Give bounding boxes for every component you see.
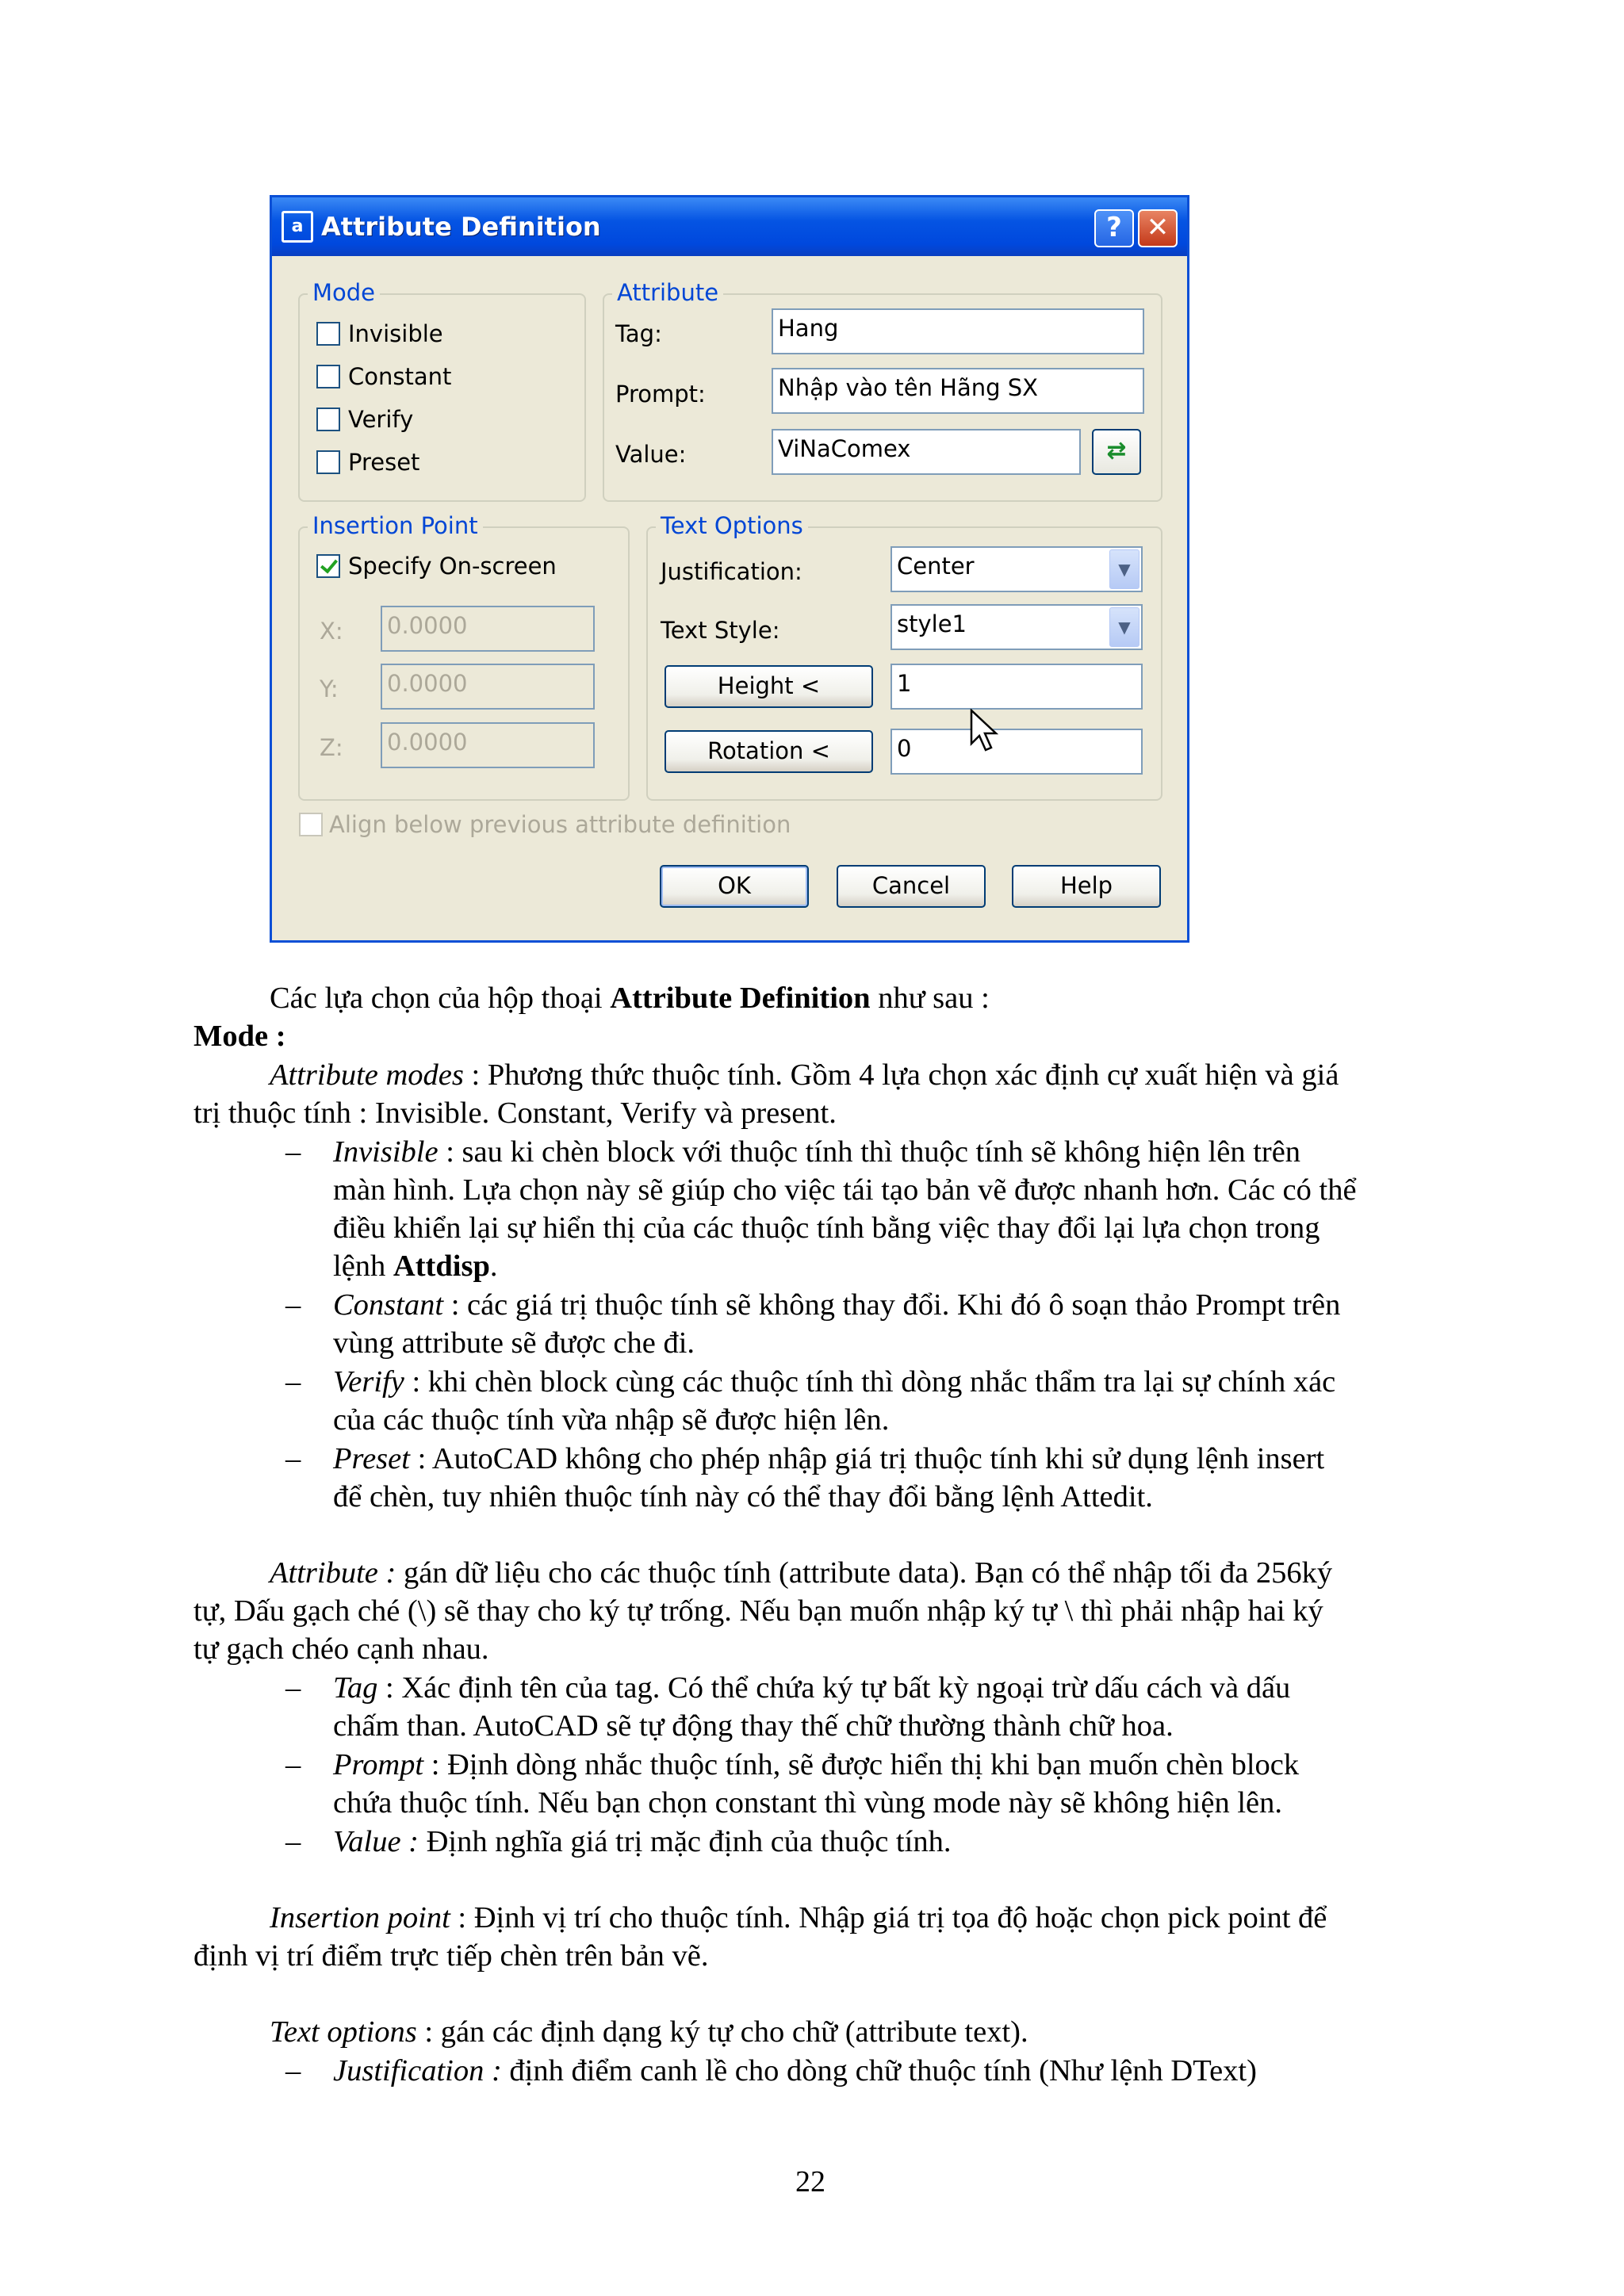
cancel-button[interactable]: Cancel [837,865,986,908]
preset-checkbox[interactable] [316,450,340,474]
constant-line-1: Constant : các giá trị thuộc tính sẽ không thay đổi. Khi đó ô soạn thảo Prompt trên [333,1288,1341,1322]
modes-line-2: trị thuộc tính : Invisible. Constant, Verify và present. [193,1096,837,1130]
preset-line-2: để chèn, tuy nhiên thuộc tính này có thể thay đổi bằng lệnh Attedit. [333,1480,1153,1513]
insert-field-icon[interactable]: ⇄ [1092,429,1141,475]
verify-checkbox[interactable] [316,408,340,431]
text-style-select[interactable] [891,604,1143,650]
prompt-line-2: chứa thuộc tính. Nếu bạn chọn constant thì vùng mode này sẽ không hiện lên. [333,1786,1282,1820]
mode-heading: Mode : [193,1020,286,1053]
tag-input[interactable]: Hang [772,308,1144,354]
value-input[interactable]: ViNaComex [772,429,1081,475]
tag-line-2: chấm than. AutoCAD sẽ tự động thay thế chữ thường thành chữ hoa. [333,1709,1174,1743]
x-input[interactable]: 0.0000 [381,606,595,652]
rotation-input[interactable]: 0 [891,729,1143,775]
specify-onscreen-checkbox[interactable] [316,554,340,578]
bullet-invisible: – [285,1135,301,1169]
intro-line: Các lựa chọn của hộp thoại Attribute Definition như sau : [270,982,990,1015]
z-input[interactable]: 0.0000 [381,722,595,768]
align-below-checkbox[interactable] [299,813,323,836]
invisible-label[interactable]: Invisible [348,320,443,347]
tag-label: Tag: [615,320,662,347]
insertion-line-1: Insertion point : Định vị trí cho thuộc tính. Nhập giá trị tọa độ hoặc chọn pick point để [270,1901,1327,1934]
attribute-legend: Attribute [612,279,723,306]
modes-line-1: Attribute modes : Phương thức thuộc tính. Gồm 4 lựa chọn xác định cự xuất hiện và giá [270,1058,1339,1092]
align-below-label: Align below previous attribute definition [329,811,791,838]
attribute-definition-dialog [270,195,1189,943]
justification-value: Center [897,553,975,580]
prompt-line-1: Prompt : Định dòng nhắc thuộc tính, sẽ được hiển thị khi bạn muốn chèn block [333,1748,1300,1781]
prompt-input[interactable]: Nhập vào tên Hãng SX [772,368,1144,414]
bullet-justification: – [285,2054,301,2087]
verify-line-2: của các thuộc tính vừa nhập sẽ được hiện lên. [333,1403,890,1437]
insertion-point-legend: Insertion Point [308,512,483,539]
page-number: 22 [795,2165,825,2198]
text-options-legend: Text Options [656,512,808,539]
mode-legend: Mode [308,279,380,306]
dialog-title: Attribute Definition [321,212,601,242]
value-label: Value: [615,441,687,468]
bullet-tag: – [285,1671,301,1705]
y-input[interactable]: 0.0000 [381,664,595,710]
mouse-cursor-icon [970,709,1002,756]
help-icon[interactable]: ? [1094,209,1134,247]
text-style-value: style1 [897,610,967,637]
chevron-down-icon[interactable]: ▼ [1109,607,1139,647]
bullet-constant: – [285,1288,301,1322]
invisible-line-3: điều khiển lại sự hiển thị của các thuộc tính bằng việc thay đổi lại lựa chọn trong [333,1211,1320,1245]
verify-line-1: Verify : khi chèn block cùng các thuộc tính thì dòng nhắc thẩm tra lại sự chính xác [333,1365,1336,1399]
constant-checkbox[interactable] [316,365,340,388]
bullet-verify: – [285,1365,301,1399]
tag-line-1: Tag : Xác định tên của tag. Có thể chứa ký tự bất kỳ ngoại trừ dấu cách và dấu [333,1671,1291,1705]
dialog-titlebar[interactable] [272,197,1187,256]
height-button[interactable]: Height < [665,665,873,708]
bullet-preset: – [285,1442,301,1475]
justification-line-1: Justification : định điểm canh lề cho dòng chữ thuộc tính (Như lệnh DText) [333,2054,1257,2087]
constant-line-2: vùng attribute sẽ được che đi. [333,1326,695,1360]
invisible-line-4: lệnh Attdisp. [333,1249,498,1283]
prompt-label: Prompt: [615,381,706,408]
attribute-icon: a [282,211,313,243]
justification-select[interactable] [891,546,1143,592]
attribute-line-1: Attribute : gán dữ liệu cho các thuộc tính (attribute data). Bạn có thể nhập tối đa 256ký [270,1556,1333,1590]
invisible-checkbox[interactable] [316,322,340,346]
attribute-line-2: tự, Dấu gạch ché (\) sẽ thay cho ký tự trống. Nếu bạn muốn nhập ký tự \ thì phải nhập hai ký [193,1594,1323,1628]
verify-label[interactable]: Verify [348,406,414,433]
textopt-line-1: Text options : gán các định dạng ký tự cho chữ (attribute text). [270,2015,1028,2049]
attribute-line-3: tự gạch chéo cạnh nhau. [193,1632,489,1666]
height-input[interactable]: 1 [891,664,1143,710]
text-style-label: Text Style: [661,617,780,644]
x-label: X: [320,618,343,645]
constant-label[interactable]: Constant [348,363,452,390]
justification-label: Justification: [661,558,802,585]
invisible-line-1: Invisible : sau ki chèn block với thuộc tính thì thuộc tính sẽ không hiện lên trên [333,1135,1301,1169]
z-label: Z: [320,734,343,761]
help-button[interactable]: Help [1012,865,1161,908]
invisible-line-2: màn hình. Lựa chọn này sẽ giúp cho việc tái tạo bản vẽ được nhanh hơn. Các có thể [333,1173,1357,1207]
specify-onscreen-label[interactable]: Specify On-screen [348,553,557,580]
rotation-button[interactable]: Rotation < [665,730,873,773]
y-label: Y: [320,675,339,702]
value-line-1: Value : Định nghĩa giá trị mặc định của thuộc tính. [333,1825,952,1858]
chevron-down-icon[interactable]: ▼ [1109,549,1139,589]
close-icon[interactable]: ✕ [1138,209,1178,247]
bullet-prompt: – [285,1748,301,1781]
preset-label[interactable]: Preset [348,449,420,476]
preset-line-1: Preset : AutoCAD không cho phép nhập giá trị thuộc tính khi sử dụng lệnh insert [333,1442,1325,1475]
ok-button[interactable]: OK [660,865,809,908]
insertion-line-2: định vị trí điểm trực tiếp chèn trên bản vẽ. [193,1939,709,1973]
bullet-value: – [285,1825,301,1858]
